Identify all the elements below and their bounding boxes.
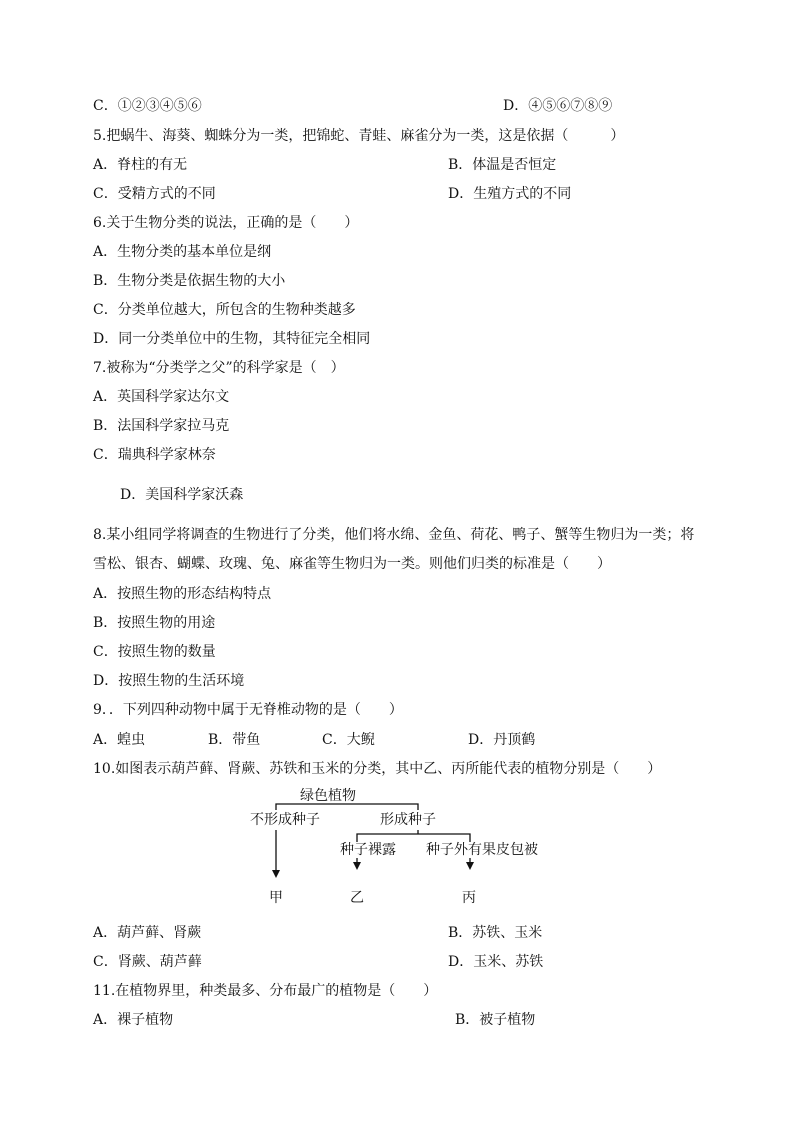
q10-option-a: A．葫芦藓、肾蕨 (93, 925, 202, 941)
q8-option-a: A．按照生物的形态结构特点 (93, 586, 272, 602)
q9-stem: 9．．下列四种动物中属于无脊椎动物的是（ ） (93, 702, 403, 718)
q7-stem: 7.被称为“分类学之父”的科学家是（ ） (93, 360, 345, 376)
q8-option-d: D．按照生物的生活环境 (93, 673, 245, 689)
diagram-arrow-jia-head (272, 870, 280, 878)
diagram-root-label: 绿色植物 (300, 788, 356, 804)
q8-stem-line1: 8.某小组同学将调查的生物进行了分类，他们将水绵、金鱼、荷花、鸭子、蟹等生物归为一类；将 (93, 527, 695, 543)
q6-option-c: C．分类单位越大，所包含的生物种类越多 (93, 302, 356, 318)
q10-option-c: C．肾蕨、葫芦藓 (93, 954, 202, 970)
q9-option-d: D．丹顶鹤 (468, 732, 536, 748)
q7-option-a: A．英国科学家达尔文 (93, 389, 230, 405)
diagram-naked-seed-label: 种子裸露 (340, 842, 396, 858)
q8-stem-line2: 雪松、银杏、蝴蝶、玫瑰、兔、麻雀等生物归为一类。则他们归类的标准是（ ） (93, 556, 611, 572)
q7-option-c: C．瑞典科学家林奈 (93, 447, 216, 463)
q4-option-c: C．①②③④⑤⑥ (93, 98, 202, 114)
plant-classification-diagram (240, 782, 538, 912)
diagram-leaf-bing: 丙 (462, 890, 476, 906)
diagram-seed-branch (357, 834, 470, 842)
q9-option-a: A．蝗虫 (93, 732, 146, 748)
diagram-no-seed-label: 不形成种子 (250, 812, 320, 828)
q6-option-d: D．同一分类单位中的生物，其特征完全相同 (93, 331, 371, 347)
q7-option-d: D．美国科学家沃森 (120, 487, 244, 503)
diagram-seed-label: 形成种子 (380, 812, 436, 828)
q5-stem: 5.把蜗牛、海葵、蜘蛛分为一类，把锦蛇、青蛙、麻雀分为一类，这是依据（ ） (93, 128, 625, 144)
q6-option-b: B．生物分类是依据生物的大小 (93, 273, 286, 289)
q4-option-d: D．④⑤⑥⑦⑧⑨ (503, 98, 613, 114)
q5-option-b: B．体温是否恒定 (448, 157, 557, 173)
q9-option-c: C．大鲵 (322, 732, 375, 748)
q7-option-b: B．法国科学家拉马克 (93, 418, 230, 434)
q5-option-a: A．脊柱的有无 (93, 157, 188, 173)
diagram-arrow-bing-head (466, 862, 474, 870)
diagram-covered-seed-label: 种子外有果皮包被 (426, 842, 538, 858)
q5-option-c: C．受精方式的不同 (93, 186, 216, 202)
diagram-arrow-yi-head (353, 862, 361, 870)
q5-option-d: D．生殖方式的不同 (448, 186, 572, 202)
diagram-leaf-yi: 乙 (350, 890, 364, 906)
diagram-root-branch (276, 804, 418, 810)
q11-option-a: A．裸子植物 (93, 1012, 174, 1028)
q9-option-b: B．带鱼 (208, 732, 261, 748)
q6-option-a: A．生物分类的基本单位是纲 (93, 244, 272, 260)
q6-stem: 6.关于生物分类的说法，正确的是（ ） (93, 215, 359, 231)
q8-option-c: C．按照生物的数量 (93, 644, 216, 660)
q10-stem: 10.如图表示葫芦藓、肾蕨、苏铁和玉米的分类，其中乙、丙所能代表的植物分别是（ ） (93, 761, 662, 777)
q10-option-b: B．苏铁、玉米 (448, 925, 543, 941)
q11-stem: 11.在植物界里，种类最多、分布最广的植物是（ ） (93, 983, 438, 999)
q10-option-d: D．玉米、苏铁 (448, 954, 544, 970)
diagram-leaf-jia: 甲 (269, 890, 283, 906)
q11-option-b: B．被子植物 (455, 1012, 536, 1028)
q8-option-b: B．按照生物的用途 (93, 615, 216, 631)
